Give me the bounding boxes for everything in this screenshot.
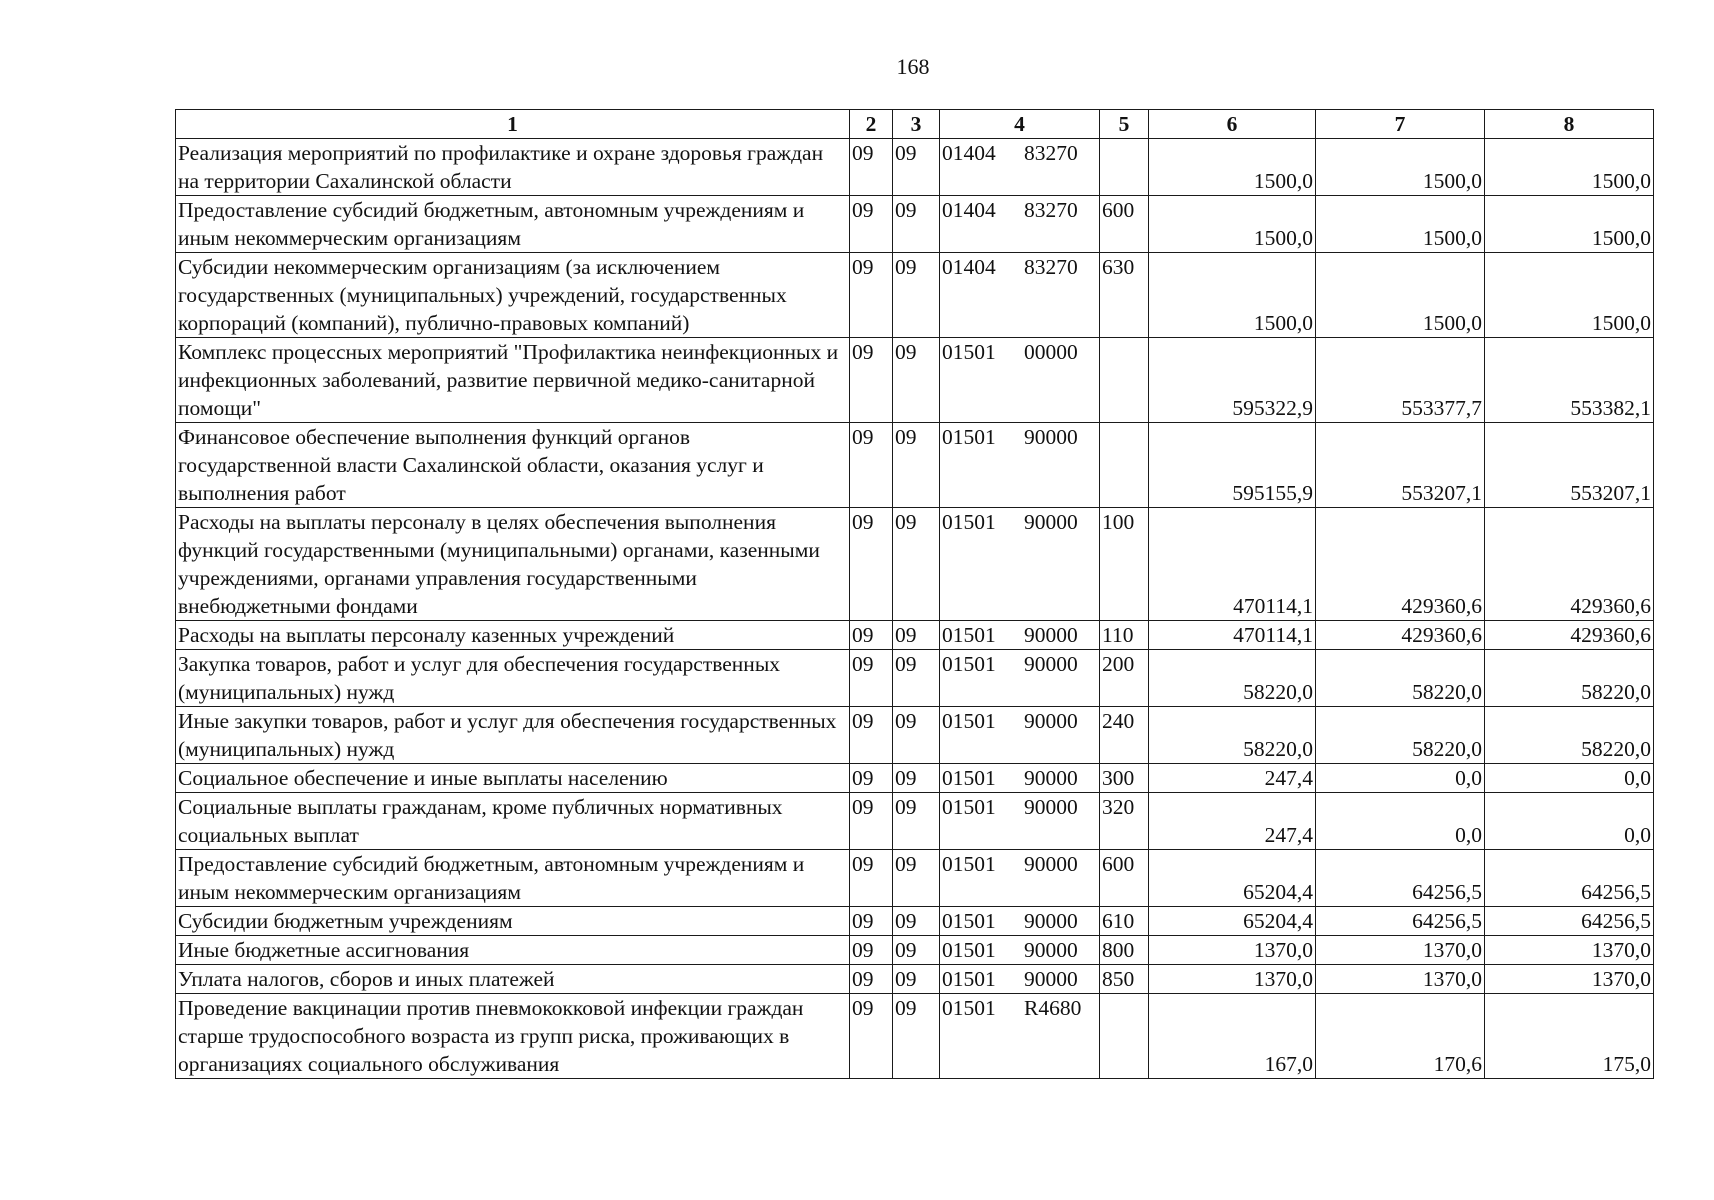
subsection-code-cell: 09 <box>893 650 940 707</box>
direction-code: 90000 <box>1024 623 1078 647</box>
amount-col8-cell: 0,0 <box>1485 764 1654 793</box>
target-article-cell <box>940 650 1100 707</box>
amount-col8-cell: 64256,5 <box>1485 907 1654 936</box>
amount-col8-cell: 1500,0 <box>1485 253 1654 338</box>
target-article-cell <box>940 764 1100 793</box>
direction-code: 90000 <box>1024 652 1078 676</box>
program-code: 01501 <box>942 795 996 819</box>
row-name-cell: Финансовое обеспечение выполнения функций органов государственной власти Сахалинской области, оказания услуг и выполнения работ <box>176 423 850 508</box>
section-code-cell: 09 <box>850 907 893 936</box>
amount-col6-cell: 1500,0 <box>1149 139 1316 196</box>
amount-col7-cell: 64256,5 <box>1316 850 1485 907</box>
program-code: 01501 <box>942 967 996 991</box>
direction-code: 90000 <box>1024 852 1078 876</box>
direction-code: 90000 <box>1024 795 1078 819</box>
subsection-code-cell: 09 <box>893 850 940 907</box>
program-code: 01501 <box>942 909 996 933</box>
expense-type-cell: 800 <box>1100 936 1149 965</box>
subsection-code-cell: 09 <box>893 338 940 423</box>
program-code: 01501 <box>942 852 996 876</box>
table-row <box>176 338 1654 423</box>
expense-type-cell: 200 <box>1100 650 1149 707</box>
expense-type-cell: 110 <box>1100 621 1149 650</box>
row-name-cell: Социальное обеспечение и иные выплаты населению <box>176 764 850 793</box>
subsection-code-cell: 09 <box>893 253 940 338</box>
row-name-cell: Проведение вакцинации против пневмококковой инфекции граждан старше трудоспособного возраста из групп риска, проживающих в организациях социального обслуживания <box>176 994 850 1079</box>
amount-col7-cell: 58220,0 <box>1316 650 1485 707</box>
amount-col6-cell: 58220,0 <box>1149 707 1316 764</box>
direction-code: 00000 <box>1024 340 1078 364</box>
amount-col8-cell: 553382,1 <box>1485 338 1654 423</box>
table-row <box>176 650 1654 707</box>
amount-col6-cell: 247,4 <box>1149 793 1316 850</box>
amount-col6-cell: 247,4 <box>1149 764 1316 793</box>
amount-col8-cell: 1500,0 <box>1485 196 1654 253</box>
amount-col8-cell: 64256,5 <box>1485 850 1654 907</box>
subsection-code-cell: 09 <box>893 965 940 994</box>
section-code-cell: 09 <box>850 196 893 253</box>
expense-type-cell: 100 <box>1100 508 1149 621</box>
row-name-cell: Субсидии некоммерческим организациям (за исключением государственных (муниципальных) учреждений, государственных корпораций (компаний), публично-правовых компаний) <box>176 253 850 338</box>
subsection-code-cell: 09 <box>893 764 940 793</box>
amount-col6-cell: 1370,0 <box>1149 936 1316 965</box>
direction-code: 90000 <box>1024 938 1078 962</box>
table-row <box>176 253 1654 338</box>
row-name-cell: Закупка товаров, работ и услуг для обеспечения государственных (муниципальных) нужд <box>176 650 850 707</box>
amount-col7-cell: 1370,0 <box>1316 965 1485 994</box>
target-article-cell <box>940 196 1100 253</box>
program-code: 01501 <box>942 938 996 962</box>
subsection-code-cell: 09 <box>893 139 940 196</box>
row-name-cell: Комплекс процессных мероприятий "Профилактика неинфекционных и инфекционных заболеваний, развитие первичной медико-санитарной помощи" <box>176 338 850 423</box>
amount-col7-cell: 0,0 <box>1316 764 1485 793</box>
budget-table <box>175 109 1654 1079</box>
expense-type-cell <box>1100 338 1149 423</box>
section-code-cell: 09 <box>850 994 893 1079</box>
subsection-code-cell: 09 <box>893 907 940 936</box>
subsection-code-cell: 09 <box>893 707 940 764</box>
direction-code: 83270 <box>1024 255 1078 279</box>
section-code-cell: 09 <box>850 707 893 764</box>
direction-code: 83270 <box>1024 198 1078 222</box>
amount-col8-cell: 1500,0 <box>1485 139 1654 196</box>
program-code: 01501 <box>942 510 996 534</box>
amount-col7-cell: 170,6 <box>1316 994 1485 1079</box>
amount-col6-cell: 470114,1 <box>1149 621 1316 650</box>
section-code-cell: 09 <box>850 936 893 965</box>
program-code: 01404 <box>942 255 996 279</box>
table-row <box>176 793 1654 850</box>
direction-code: 90000 <box>1024 510 1078 534</box>
target-article-cell <box>940 850 1100 907</box>
subsection-code-cell: 09 <box>893 793 940 850</box>
page-number: 168 <box>896 54 930 79</box>
section-code-cell: 09 <box>850 508 893 621</box>
expense-type-cell: 600 <box>1100 850 1149 907</box>
column-header: 2 <box>850 110 893 139</box>
target-article-cell <box>940 994 1100 1079</box>
table-row <box>176 707 1654 764</box>
subsection-code-cell: 09 <box>893 994 940 1079</box>
amount-col7-cell: 1370,0 <box>1316 936 1485 965</box>
table-row <box>176 196 1654 253</box>
table-row <box>176 139 1654 196</box>
direction-code: R4680 <box>1024 996 1082 1020</box>
program-code: 01501 <box>942 623 996 647</box>
table-row <box>176 994 1654 1079</box>
column-header: 1 <box>176 110 850 139</box>
table-row <box>176 936 1654 965</box>
amount-col6-cell: 58220,0 <box>1149 650 1316 707</box>
row-name-cell: Расходы на выплаты персоналу в целях обеспечения выполнения функций государственными (муниципальными) органами, казенными учреждениями, органами управления государственными внебюджетными фондами <box>176 508 850 621</box>
amount-col8-cell: 0,0 <box>1485 793 1654 850</box>
expense-type-cell: 600 <box>1100 196 1149 253</box>
amount-col8-cell: 58220,0 <box>1485 707 1654 764</box>
row-name-cell: Социальные выплаты гражданам, кроме публичных нормативных социальных выплат <box>176 793 850 850</box>
row-name-cell: Расходы на выплаты персоналу казенных учреждений <box>176 621 850 650</box>
program-code: 01404 <box>942 198 996 222</box>
subsection-code-cell: 09 <box>893 423 940 508</box>
section-code-cell: 09 <box>850 793 893 850</box>
amount-col7-cell: 1500,0 <box>1316 196 1485 253</box>
direction-code: 90000 <box>1024 967 1078 991</box>
row-name-cell: Предоставление субсидий бюджетным, автономным учреждениям и иным некоммерческим организациям <box>176 196 850 253</box>
expense-type-cell <box>1100 994 1149 1079</box>
direction-code: 90000 <box>1024 909 1078 933</box>
program-code: 01501 <box>942 652 996 676</box>
amount-col8-cell: 1370,0 <box>1485 936 1654 965</box>
table-row <box>176 423 1654 508</box>
target-article-cell <box>940 621 1100 650</box>
amount-col7-cell: 553207,1 <box>1316 423 1485 508</box>
amount-col6-cell: 595155,9 <box>1149 423 1316 508</box>
expense-type-cell: 610 <box>1100 907 1149 936</box>
header-row <box>176 110 1654 139</box>
amount-col6-cell: 470114,1 <box>1149 508 1316 621</box>
amount-col7-cell: 1500,0 <box>1316 139 1485 196</box>
section-code-cell: 09 <box>850 650 893 707</box>
amount-col8-cell: 553207,1 <box>1485 423 1654 508</box>
section-code-cell: 09 <box>850 764 893 793</box>
column-header: 7 <box>1316 110 1485 139</box>
target-article-cell <box>940 707 1100 764</box>
amount-col6-cell: 167,0 <box>1149 994 1316 1079</box>
direction-code: 90000 <box>1024 709 1078 733</box>
program-code: 01501 <box>942 766 996 790</box>
amount-col6-cell: 65204,4 <box>1149 850 1316 907</box>
program-code: 01404 <box>942 141 996 165</box>
target-article-cell <box>940 965 1100 994</box>
amount-col6-cell: 1500,0 <box>1149 196 1316 253</box>
amount-col7-cell: 1500,0 <box>1316 253 1485 338</box>
program-code: 01501 <box>942 340 996 364</box>
program-code: 01501 <box>942 996 996 1020</box>
table-body <box>176 139 1654 1079</box>
expense-type-cell: 850 <box>1100 965 1149 994</box>
target-article-cell <box>940 253 1100 338</box>
section-code-cell: 09 <box>850 621 893 650</box>
target-article-cell <box>940 907 1100 936</box>
target-article-cell <box>940 793 1100 850</box>
table-row <box>176 508 1654 621</box>
table-row <box>176 907 1654 936</box>
amount-col6-cell: 1500,0 <box>1149 253 1316 338</box>
expense-type-cell: 300 <box>1100 764 1149 793</box>
direction-code: 90000 <box>1024 425 1078 449</box>
target-article-cell <box>940 508 1100 621</box>
row-name-cell: Предоставление субсидий бюджетным, автономным учреждениям и иным некоммерческим организациям <box>176 850 850 907</box>
target-article-cell <box>940 338 1100 423</box>
row-name-cell: Иные бюджетные ассигнования <box>176 936 850 965</box>
amount-col6-cell: 1370,0 <box>1149 965 1316 994</box>
expense-type-cell <box>1100 423 1149 508</box>
section-code-cell: 09 <box>850 965 893 994</box>
amount-col6-cell: 65204,4 <box>1149 907 1316 936</box>
amount-col7-cell: 429360,6 <box>1316 621 1485 650</box>
expense-type-cell: 630 <box>1100 253 1149 338</box>
column-header: 8 <box>1485 110 1654 139</box>
subsection-code-cell: 09 <box>893 196 940 253</box>
direction-code: 90000 <box>1024 766 1078 790</box>
row-name-cell: Уплата налогов, сборов и иных платежей <box>176 965 850 994</box>
amount-col6-cell: 595322,9 <box>1149 338 1316 423</box>
section-code-cell: 09 <box>850 253 893 338</box>
section-code-cell: 09 <box>850 139 893 196</box>
expense-type-cell: 240 <box>1100 707 1149 764</box>
amount-col8-cell: 429360,6 <box>1485 508 1654 621</box>
amount-col7-cell: 0,0 <box>1316 793 1485 850</box>
target-article-cell <box>940 423 1100 508</box>
amount-col7-cell: 58220,0 <box>1316 707 1485 764</box>
section-code-cell: 09 <box>850 850 893 907</box>
subsection-code-cell: 09 <box>893 936 940 965</box>
amount-col8-cell: 429360,6 <box>1485 621 1654 650</box>
target-article-cell <box>940 139 1100 196</box>
amount-col8-cell: 175,0 <box>1485 994 1654 1079</box>
column-header: 3 <box>893 110 940 139</box>
program-code: 01501 <box>942 425 996 449</box>
direction-code: 83270 <box>1024 141 1078 165</box>
amount-col8-cell: 1370,0 <box>1485 965 1654 994</box>
subsection-code-cell: 09 <box>893 621 940 650</box>
subsection-code-cell: 09 <box>893 508 940 621</box>
amount-col7-cell: 429360,6 <box>1316 508 1485 621</box>
row-name-cell: Реализация мероприятий по профилактике и охране здоровья граждан на территории Сахалинской области <box>176 139 850 196</box>
column-header: 4 <box>940 110 1100 139</box>
table-row <box>176 764 1654 793</box>
amount-col7-cell: 553377,7 <box>1316 338 1485 423</box>
table-row <box>176 621 1654 650</box>
row-name-cell: Субсидии бюджетным учреждениям <box>176 907 850 936</box>
column-header: 6 <box>1149 110 1316 139</box>
expense-type-cell: 320 <box>1100 793 1149 850</box>
row-name-cell: Иные закупки товаров, работ и услуг для обеспечения государственных (муниципальных) нужд <box>176 707 850 764</box>
amount-col8-cell: 58220,0 <box>1485 650 1654 707</box>
column-header: 5 <box>1100 110 1149 139</box>
amount-col7-cell: 64256,5 <box>1316 907 1485 936</box>
table-row <box>176 850 1654 907</box>
expense-type-cell <box>1100 139 1149 196</box>
section-code-cell: 09 <box>850 338 893 423</box>
section-code-cell: 09 <box>850 423 893 508</box>
table-row <box>176 965 1654 994</box>
target-article-cell <box>940 936 1100 965</box>
program-code: 01501 <box>942 709 996 733</box>
